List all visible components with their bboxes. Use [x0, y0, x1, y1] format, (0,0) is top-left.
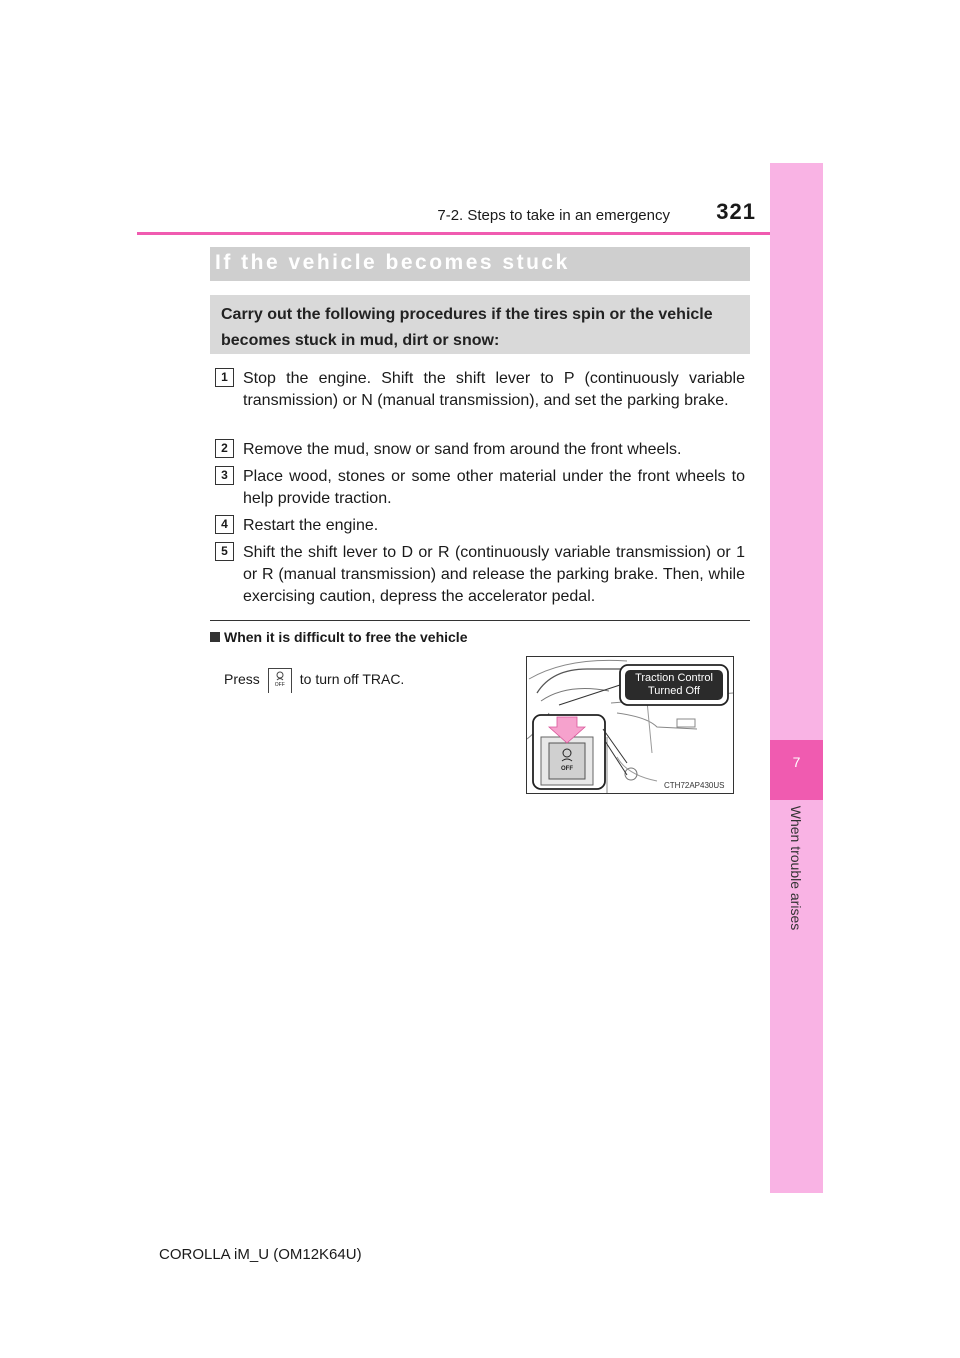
chapter-title: When trouble arises	[788, 805, 804, 931]
dashboard-illustration	[526, 656, 734, 794]
step-text-5: Shift the shift lever to D or R (continuously variable transmission) or 1 or R (manual transmission) and release the parking brake. Then, while exercising caution, depress the accelerator pedal.	[243, 544, 745, 605]
chapter-number-box	[770, 740, 823, 800]
step-text-2: Remove the mud, snow or sand from around the front wheels.	[243, 441, 682, 458]
step-number-3: 3	[215, 466, 234, 485]
section-divider	[210, 620, 750, 621]
square-bullet-icon	[210, 632, 220, 642]
illustration-code: CTH72AP430US	[664, 781, 725, 790]
switch-label: OFF	[561, 766, 573, 772]
step-number-5: 5	[215, 542, 234, 561]
press-instruction: Press OFF to turn off TRAC.	[224, 668, 404, 693]
page-number: 321	[716, 199, 756, 224]
chapter-number: 7	[792, 754, 801, 770]
trac-off-button-icon: OFF	[268, 668, 292, 693]
header-rule	[137, 232, 823, 235]
trac-off-switch	[549, 743, 585, 779]
intro-text: Carry out the following procedures if the tires spin or the vehicle becomes stuck in mud, dirt or snow:	[221, 306, 713, 349]
step-number-1: 1	[215, 368, 234, 387]
step-text-1: Stop the engine. Shift the shift lever to P (continuously variable transmission) or N (manual transmission), and set the parking brake.	[243, 370, 745, 409]
subsection-heading: When it is difficult to free the vehicle	[210, 629, 467, 645]
step-text-4: Restart the engine.	[243, 517, 379, 534]
section-title: 7-2. Steps to take in an emergency	[437, 207, 670, 224]
step-text-3: Place wood, stones or some other material under the front wheels to help provide traction.	[243, 468, 745, 507]
footer-model: COROLLA iM_U (OM12K64U)	[159, 1246, 362, 1263]
page-title: If the vehicle becomes stuck	[215, 251, 570, 274]
step-number-2: 2	[215, 439, 234, 458]
chapter-side-tab	[770, 163, 823, 1193]
step-number-4: 4	[215, 515, 234, 534]
callout-text: Traction Control Turned Off	[635, 672, 713, 697]
